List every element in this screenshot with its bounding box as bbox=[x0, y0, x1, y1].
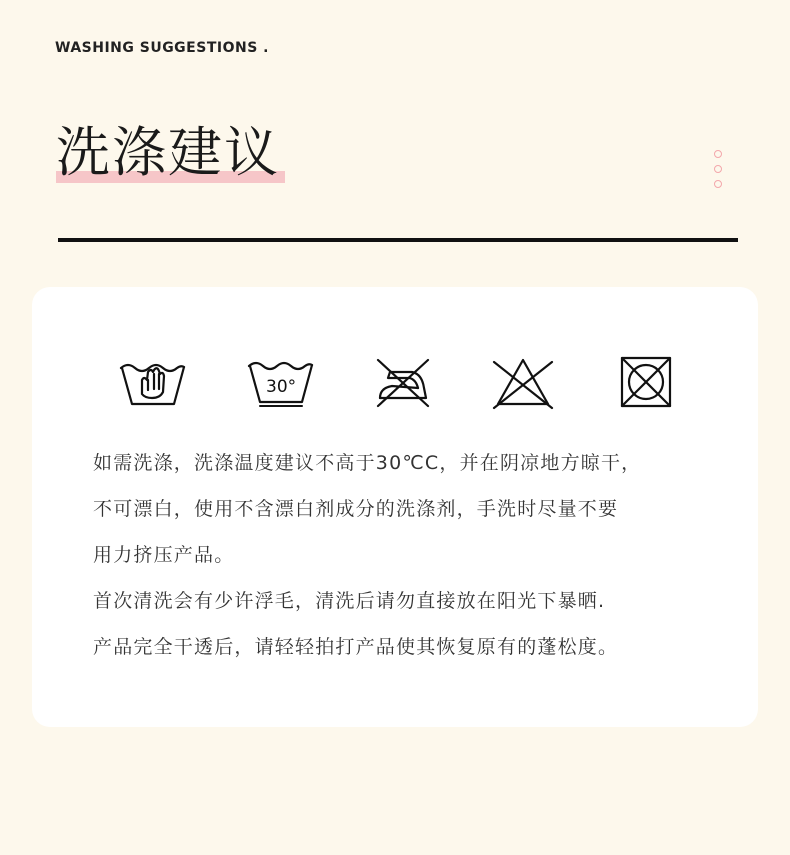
wash-30-icon bbox=[246, 352, 316, 412]
care-icons-row bbox=[118, 352, 678, 412]
vertical-dots-icon bbox=[714, 150, 722, 195]
title-divider bbox=[58, 238, 738, 242]
no-tumble-dry-icon bbox=[616, 352, 676, 412]
instruction-line: 用力挤压产品。 bbox=[93, 544, 235, 566]
dot bbox=[714, 165, 722, 173]
title-block bbox=[56, 118, 280, 188]
instruction-line: 首次清洗会有少许浮毛，清洗后请勿直接放在阳光下暴晒. bbox=[93, 590, 606, 612]
washing-instructions bbox=[93, 446, 723, 676]
hand-wash-icon bbox=[118, 352, 188, 412]
dot bbox=[714, 180, 722, 188]
instruction-line: 不可漂白，使用不含漂白剂成分的洗涤剂，手洗时尽量不要 bbox=[93, 498, 619, 520]
instruction-line: 产品完全干透后，请轻轻拍打产品使其恢复原有的蓬松度。 bbox=[93, 636, 619, 658]
page-title: 洗涤建议 bbox=[56, 121, 280, 184]
instruction-line: 如需洗涤，洗涤温度建议不高于30℃C，并在阴凉地方晾干， bbox=[93, 452, 642, 474]
no-bleach-icon bbox=[490, 352, 556, 412]
dot bbox=[714, 150, 722, 158]
no-iron-icon bbox=[372, 352, 434, 412]
wash-temperature-label: 30° bbox=[266, 377, 297, 397]
page-subtitle: WASHING SUGGESTIONS . bbox=[55, 40, 269, 56]
